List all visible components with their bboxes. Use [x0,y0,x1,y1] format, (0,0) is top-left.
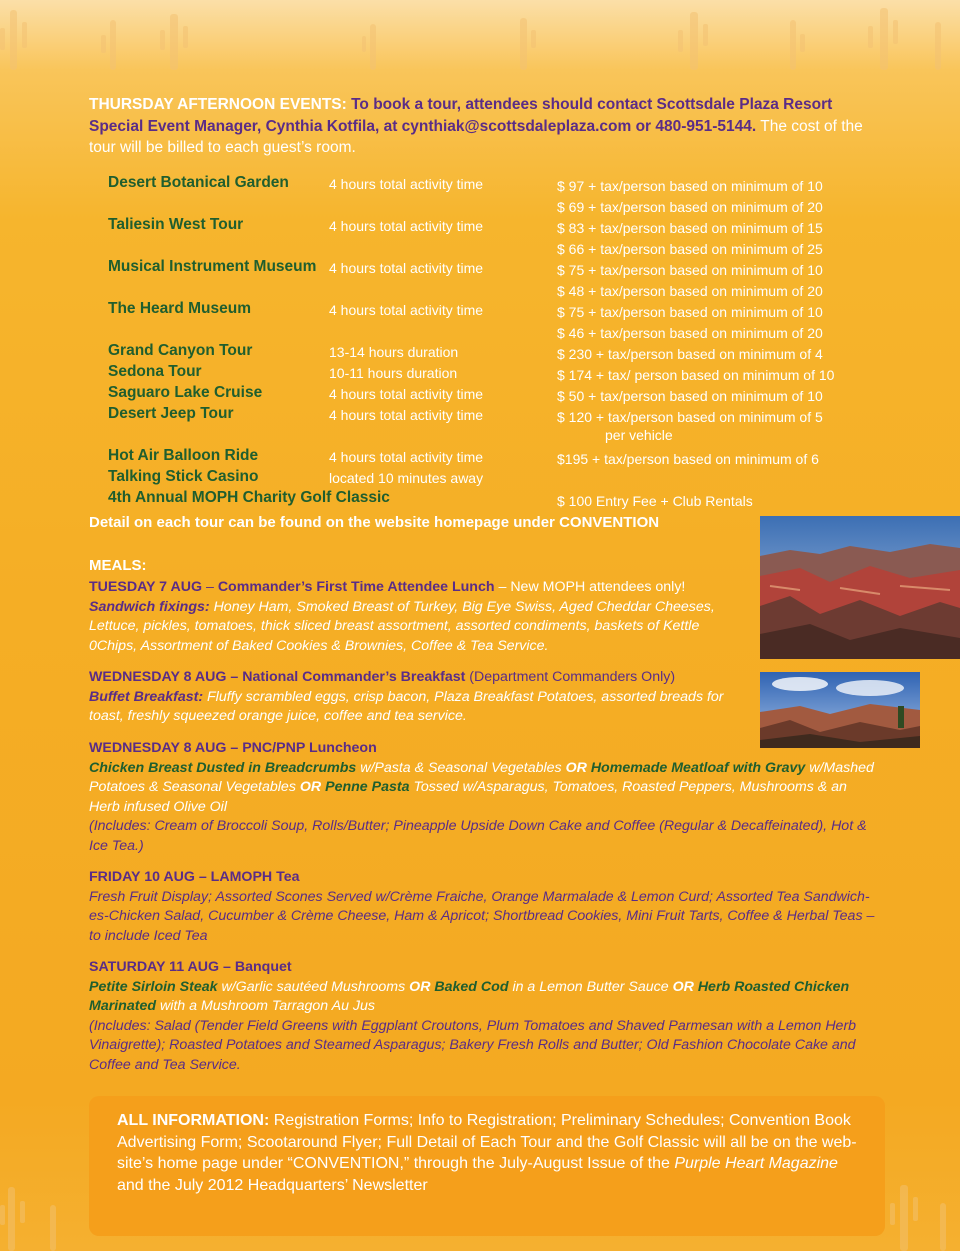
meal-note: (Department Commanders Only) [469,669,676,685]
tour-name: Sedona Tour [108,363,202,380]
tour-duration: 4 hours total activity time [329,218,484,234]
thursday-events-intro [89,94,879,159]
tour-name: The Heard Museum [108,300,251,317]
detail-text: Detail on each tour can be found on the website homepage under [89,514,555,531]
tour-name: Desert Jeep Tour [108,405,234,422]
menu-item-desc: w/Pasta & Seasonal Vegetables [360,759,562,776]
tour-name: 4th Annual MOPH Charity Golf Classic [108,489,390,506]
tour-name: Saguaro Lake Cruise [108,384,263,401]
tour-name: Talking Stick Casino [108,468,259,485]
menu-item-meatloaf: Homemade Meatloaf with Gravy [590,759,806,776]
tour-price [557,491,753,512]
tour-price-line: $ 75 + tax/person based on minimum of 10 [557,304,823,320]
tours-list [108,174,868,510]
all-info-text-end: and the July 2012 Headquarters’ Newsletter [117,1176,428,1194]
tour-name: Desert Botanical Garden [108,174,289,191]
tour-price [557,386,823,407]
meal-dash: – [205,579,214,595]
cactus-border-top [0,0,960,80]
meal-description: Fluffy scrambled eggs, crisp bacon, Plaza Breakfast Potatoes, assorted breads for toast, freshly squeezed orange juice, coffee and tea service. [89,688,724,724]
meal-saturday-banquet [89,958,879,1075]
meal-tuesday [89,578,729,656]
tour-price-line: $ 230 + tax/person based on minimum of 4 [557,346,823,362]
tour-row [108,258,868,300]
meal-label: Sandwich fixings: [89,598,210,615]
tour-price [557,218,823,259]
tour-row [108,489,868,510]
menu-item-chicken: Herb Roasted Chicken Marinated [89,978,850,1014]
meal-date: TUESDAY 7 AUG [89,579,203,595]
tour-price [557,260,823,301]
tour-price [557,302,823,343]
meal-heading: SATURDAY 11 AUG – Banquet [89,959,292,975]
or-separator: OR [299,779,322,795]
tour-duration: 10-11 hours duration [329,365,458,381]
tour-price-line: $ 66 + tax/person based on minimum of 25 [557,240,823,257]
meal-friday-tea [89,868,889,946]
tour-price-line: $ 69 + tax/person based on minimum of 20 [557,198,823,215]
convention-link[interactable]: CONVENTION [559,514,660,531]
menu-item-desc: w/Mashed Potatoes & Seasonal Vegetables [89,759,874,795]
menu-item-desc: w/Garlic sautéed Mushrooms [221,978,406,995]
meal-description: Fresh Fruit Display; Assorted Scones Served w/Crème Fraiche, Orange Marmalade & Lemon Curd; Assorted Tea Sandwich-es-Chicken Salad, Cucumber & Crème Cheese, Ham & Apricot; Shortbread Cookies, Mini Fruit Tarts, Coffee & Herbal Teas – to include Iced Tea [89,888,875,944]
tour-duration: located 10 minutes away [329,470,484,486]
tour-price-line: $ 174 + tax/ person based on minimum of 10 [557,367,835,383]
tour-duration: 4 hours total activity time [329,449,484,465]
tour-row [108,468,868,489]
tour-row [108,342,868,363]
tour-row [108,363,868,384]
all-info-label: ALL INFORMATION: [117,1112,270,1129]
intro-billing-note: The cost of the tour will be billed to each guest’s room. [89,117,863,156]
magazine-title: Purple Heart Magazine [674,1155,838,1172]
tour-duration: 4 hours total activity time [329,176,484,192]
intro-label: THURSDAY AFTERNOON EVENTS: [89,96,347,113]
tour-price [557,407,823,442]
meal-wednesday-breakfast [89,668,749,727]
tour-row [108,384,868,405]
tour-price-line: $ 120 + tax/person based on minimum of 5 [557,409,823,425]
tour-duration: 4 hours total activity time [329,260,484,276]
meal-label: Buffet Breakfast: [89,688,204,705]
or-separator: OR [565,759,587,776]
all-information-box [89,1096,885,1236]
tour-name: Taliesin West Tour [108,216,244,233]
tour-row [108,216,868,258]
tour-price-line: $ 48 + tax/person based on minimum of 20 [557,282,823,299]
grand-canyon-photo-2 [760,672,920,748]
tour-price-line: $ 97 + tax/person based on minimum of 10 [557,178,823,194]
tour-price-line: $ 46 + tax/person based on minimum of 20 [557,324,823,341]
meal-heading: WEDNESDAY 8 AUG – PNC/PNP Luncheon [89,740,377,756]
grand-canyon-photo-1 [760,516,960,659]
tour-detail-note [89,514,659,531]
intro-booking-info: To book a tour, attendees should contact Scottsdale Plaza Resort Special Event Manager, Cynthia Kotfila, at cynthiak@scottsdaleplaza.com or 480-951-5144. [89,96,833,135]
menu-item-cod: Baked Cod [434,978,509,995]
tour-duration: 13-14 hours duration [329,344,459,360]
tour-duration: 4 hours total activity time [329,407,484,423]
menu-item-chicken: Chicken Breast Dusted in Breadcrumbs [89,759,357,776]
tour-name: Musical Instrument Museum [108,258,317,275]
meal-includes: (Includes: Salad (Tender Field Greens with Eggplant Croutons, Plum Tomatoes and Shaved Parmesan with a Lemon Herb Vinaigrette); Roasted Potatoes and Steamed Asparagus; Bakery Fresh Rolls and Butter; Old Fashion Chocolate Cake and Coffee and Tea Service. [89,1017,857,1073]
tour-price [557,365,834,386]
tour-duration: 4 hours total activity time [329,302,484,318]
tour-row [108,300,868,342]
meal-heading: FRIDAY 10 AUG – LAMOPH Tea [89,869,300,885]
tour-price [557,449,819,470]
meal-heading: WEDNESDAY 8 AUG – National Commander’s Breakfast [89,669,466,685]
tour-price-line: per vehicle [605,426,673,443]
tour-price-line: $ 50 + tax/person based on minimum of 10 [557,388,823,404]
menu-item-desc: Tossed w/Asparagus, Tomatoes, Roasted Peppers, Mushrooms & an Herb infused Olive Oil [89,779,847,815]
tour-row [108,405,868,447]
menu-item-desc: with a Mushroom Tarragon Au Jus [159,998,375,1014]
meal-event: Commander’s First Time Attendee Lunch [217,579,495,595]
meal-description: Honey Ham, Smoked Breast of Turkey, Big Eye Swiss, Aged Cheddar Cheeses, Lettuce, pickles, tomatoes, thick sliced breast assortment, assorted condiments, baskets of Kettle 0Chips, Assortment of Baked Cookies & Brownies, Coffee & Tea Service. [89,598,715,654]
or-separator: OR [409,978,431,995]
tour-name: Hot Air Balloon Ride [108,447,259,464]
tour-price [557,176,823,217]
tour-name: Grand Canyon Tour [108,342,253,359]
tour-price-line: $ 83 + tax/person based on minimum of 15 [557,220,823,236]
or-separator: OR [672,978,694,995]
meal-wednesday-luncheon [89,739,879,856]
menu-item-desc: in a Lemon Butter Sauce [512,978,669,995]
tour-row [108,447,868,468]
tour-price [557,344,823,365]
all-info-text: Registration Forms; Info to Registration; Preliminary Schedules; Convention Book Advertising Form; Scootaround Flyer; Full Detail of Each Tour and the Golf Classic will all be on the web-site’s home page under “CONVENTION,” through the July-August Issue of the [117,1112,857,1172]
tour-duration: 4 hours total activity time [329,386,484,402]
tour-price-line: $ 75 + tax/person based on minimum of 10 [557,262,823,278]
meals-title: MEALS: [89,557,147,574]
menu-item-steak: Petite Sirloin Steak [89,978,218,995]
meal-includes: (Includes: Cream of Broccoli Soup, Rolls/Butter; Pineapple Upside Down Cake and Coffee (Regular & Decaffeinated), Hot & Ice Tea.) [89,818,867,854]
meal-note: – New MOPH attendees only! [498,579,686,595]
tour-price-line: $ 100 Entry Fee + Club Rentals [557,493,753,509]
tour-price-line: $195 + tax/person based on minimum of 6 [557,451,819,467]
tour-row [108,174,868,216]
menu-item-pasta: Penne Pasta [325,779,410,795]
